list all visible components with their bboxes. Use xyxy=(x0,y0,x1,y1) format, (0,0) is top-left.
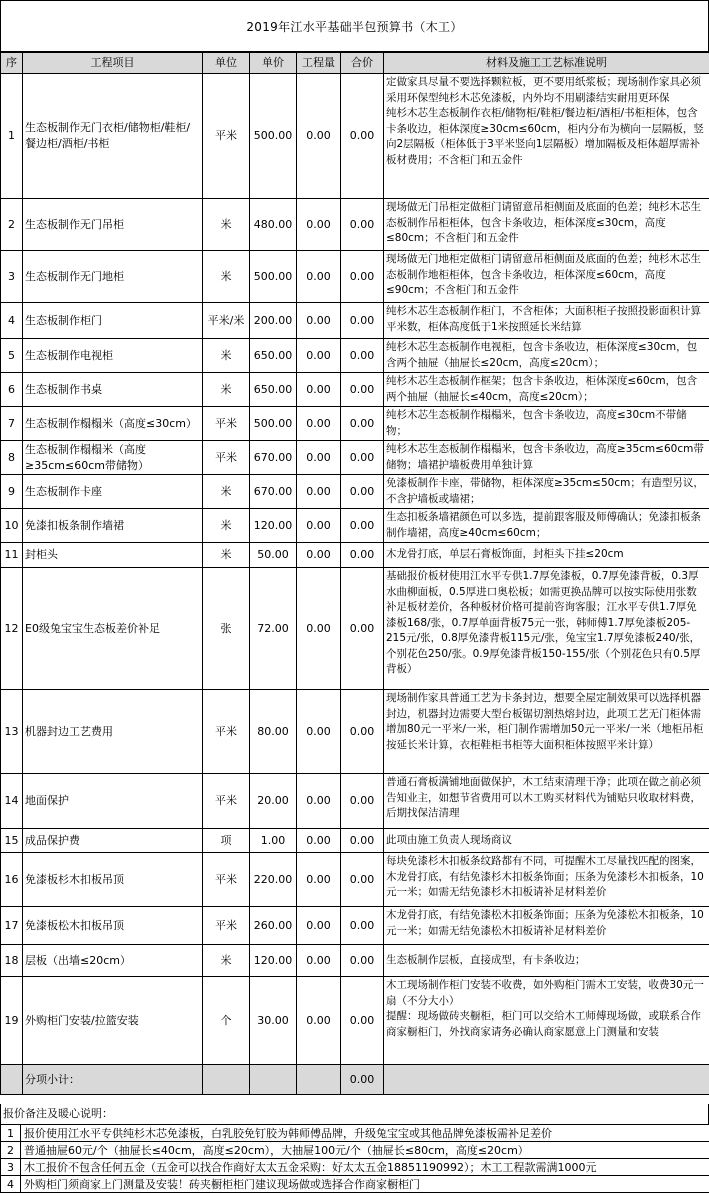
row-qty: 0.00 xyxy=(297,373,341,407)
row-desc: 基础报价板材使用江水平专供1.7厚免漆板，0.7厚免漆背板，0.3厚水曲柳面板，0.5厚进口奥松板；如需更换品牌可以按实际使用张数补足板材差价，各种板材价格可提前咨询客服；江水平专供1.7厚免漆板168/张，0.7厚单面背板75元一张，韩师傅1.7厚免漆板205-215元/张，0.8厚免漆背板115元/张，兔宝宝1.7厚免漆板240/张，个别花色250/张。0.9厚免漆背板150-155/张（个别花色只有0.5厚背板） xyxy=(384,568,709,690)
row-price: 80.00 xyxy=(250,690,297,774)
row-price: 200.00 xyxy=(250,303,297,339)
subtotal-spacer xyxy=(1,1065,23,1095)
row-qty: 0.00 xyxy=(297,690,341,774)
table-row xyxy=(1,199,709,251)
row-no: 16 xyxy=(1,853,23,907)
row-item: 免漆扣板条制作墙裙 xyxy=(23,509,203,543)
note-no: 3 xyxy=(1,1159,21,1176)
table-row xyxy=(1,543,709,568)
notes-section xyxy=(0,1104,709,1193)
row-unit: 米 xyxy=(203,543,250,568)
row-total: 0.00 xyxy=(341,251,384,303)
table-row xyxy=(1,441,709,475)
header-desc: 材料及施工工艺标准说明 xyxy=(384,53,709,74)
row-unit: 平米 xyxy=(203,853,250,907)
row-price: 220.00 xyxy=(250,853,297,907)
header-seq: 序 xyxy=(1,53,23,74)
row-price: 72.00 xyxy=(250,568,297,690)
row-qty: 0.00 xyxy=(297,339,341,373)
row-qty: 0.00 xyxy=(297,475,341,509)
row-desc: 现场制作家具普通工艺为卡条封边，想要全屋定制效果可以选择机器封边，机器封边需要大型台板锯切割热熔封边，此项工艺无门柜体需增加80元一平米/一米，柜门制作需增加50元一平米/一米（地柜吊柜按延长米计算，衣柜鞋柜书柜等大面积柜体按照平米计算） xyxy=(384,690,709,774)
note-no: 1 xyxy=(1,1125,21,1142)
row-total: 0.00 xyxy=(341,74,384,199)
row-desc: 普通石膏板满铺地面做保护，木工结束清理干净；此项在做之前必须告知业主，如想节省费用可以木工购买材料代为铺贴只收取材料费，后期找保洁清理 xyxy=(384,774,709,829)
row-item: 免漆板杉木扣板吊顶 xyxy=(23,853,203,907)
header-unit: 单位 xyxy=(203,53,250,74)
table-row xyxy=(1,690,709,774)
row-item: 生态板制作书桌 xyxy=(23,373,203,407)
row-desc: 木工现场制作柜门安装不收费，如外购柜门需木工安装，收费30元一扇（不分大小） 提醒：现场做砖夹橱柜，柜门可以交给木工师傅现场做，或联系合作商家橱柜门，外找商家请务必确认商家愿意上门测量和安装 xyxy=(384,977,709,1065)
row-no: 1 xyxy=(1,74,23,199)
row-no: 3 xyxy=(1,251,23,303)
row-total: 0.00 xyxy=(341,199,384,251)
row-no: 4 xyxy=(1,303,23,339)
row-no: 15 xyxy=(1,829,23,853)
row-unit: 平米 xyxy=(203,907,250,945)
note-row xyxy=(1,1142,709,1159)
row-unit: 米 xyxy=(203,945,250,977)
row-no: 11 xyxy=(1,543,23,568)
row-desc: 纯杉木芯生态板制作框架；包含卡条收边，柜体深度≤60cm，包含两个抽屉（抽屉长≤40cm，高度≤20cm）； xyxy=(384,373,709,407)
row-item: 机器封边工艺费用 xyxy=(23,690,203,774)
header-price: 单价 xyxy=(250,53,297,74)
row-no: 5 xyxy=(1,339,23,373)
row-item: 生态板制作无门吊柜 xyxy=(23,199,203,251)
row-item: 封柜头 xyxy=(23,543,203,568)
row-total: 0.00 xyxy=(341,977,384,1065)
subtotal-row xyxy=(1,1065,709,1095)
row-price: 650.00 xyxy=(250,373,297,407)
row-item: 地面保护 xyxy=(23,774,203,829)
table-row xyxy=(1,339,709,373)
row-desc: 每块免漆杉木扣板条纹路都有不同，可提醒木工尽量找匹配的图案，木龙骨打底，有结免漆杉木扣板条饰面；压条为免漆杉木扣板条，10元一米；如需无结免漆杉木扣板请补足材料差价 xyxy=(384,853,709,907)
row-total: 0.00 xyxy=(341,829,384,853)
row-unit: 米 xyxy=(203,251,250,303)
notes-heading: 报价备注及暖心说明： xyxy=(0,1104,709,1124)
row-total: 0.00 xyxy=(341,373,384,407)
table-row xyxy=(1,853,709,907)
row-desc: 生态板制作层板，直接成型，有卡条收边； xyxy=(384,945,709,977)
row-item: 免漆板松木扣板吊顶 xyxy=(23,907,203,945)
table-row xyxy=(1,568,709,690)
row-price: 1.00 xyxy=(250,829,297,853)
row-unit: 米 xyxy=(203,475,250,509)
note-no: 4 xyxy=(1,1176,21,1193)
row-price: 50.00 xyxy=(250,543,297,568)
subtotal-empty xyxy=(250,1065,297,1095)
table-row xyxy=(1,774,709,829)
row-qty: 0.00 xyxy=(297,907,341,945)
note-no: 2 xyxy=(1,1142,21,1159)
row-total: 0.00 xyxy=(341,568,384,690)
row-desc: 纯杉木芯生态板制作榻榻米，包含卡条收边，高度≤30cm不带储物； xyxy=(384,407,709,441)
header-row xyxy=(1,53,709,74)
row-no: 17 xyxy=(1,907,23,945)
row-desc: 纯杉木芯生态板制作柜门，不含柜体；大面积柜子按照投影面积计算平米数，柜体高度低于1米按照延长米结算 xyxy=(384,303,709,339)
row-price: 480.00 xyxy=(250,199,297,251)
row-total: 0.00 xyxy=(341,774,384,829)
header-qty: 工程量 xyxy=(297,53,341,74)
table-row xyxy=(1,829,709,853)
row-unit: 平米 xyxy=(203,441,250,475)
row-desc: 免漆板制作卡座，带储物，柜体深度≥35cm≤50cm；有造型另议，不含护墙板或墙裙； xyxy=(384,475,709,509)
subtotal-empty xyxy=(384,1065,709,1095)
row-desc: 木龙骨打底，单层石膏板饰面，封柜头下挂≤20cm xyxy=(384,543,709,568)
note-text: 普通抽屉60元/个（抽屉长≤40cm，高度≤20cm），大抽屉100元/个（抽屉长≤80cm，高度≤20cm） xyxy=(21,1142,709,1159)
row-item: 生态板制作无门地柜 xyxy=(23,251,203,303)
table-row xyxy=(1,303,709,339)
row-unit: 平米 xyxy=(203,407,250,441)
row-qty: 0.00 xyxy=(297,303,341,339)
row-total: 0.00 xyxy=(341,509,384,543)
row-price: 120.00 xyxy=(250,945,297,977)
row-qty: 0.00 xyxy=(297,441,341,475)
row-unit: 项 xyxy=(203,829,250,853)
subtotal-total: 0.00 xyxy=(341,1065,384,1095)
header-item: 工程项目 xyxy=(23,53,203,74)
row-price: 670.00 xyxy=(250,441,297,475)
row-unit: 米 xyxy=(203,199,250,251)
row-total: 0.00 xyxy=(341,407,384,441)
table-row xyxy=(1,373,709,407)
row-qty: 0.00 xyxy=(297,853,341,907)
row-no: 19 xyxy=(1,977,23,1065)
table-row xyxy=(1,945,709,977)
note-row xyxy=(1,1176,709,1193)
row-item: 生态板制作榻榻米（高度≤30cm） xyxy=(23,407,203,441)
row-price: 30.00 xyxy=(250,977,297,1065)
table-row xyxy=(1,407,709,441)
row-unit: 平米/米 xyxy=(203,303,250,339)
row-total: 0.00 xyxy=(341,441,384,475)
table-row xyxy=(1,509,709,543)
row-total: 0.00 xyxy=(341,945,384,977)
notes-table xyxy=(0,1124,709,1193)
row-total: 0.00 xyxy=(341,339,384,373)
row-qty: 0.00 xyxy=(297,977,341,1065)
row-no: 18 xyxy=(1,945,23,977)
row-qty: 0.00 xyxy=(297,199,341,251)
row-unit: 米 xyxy=(203,373,250,407)
row-desc: 纯杉木芯生态板制作榻榻米，包含卡条收边，高度≥35cm≤60cm带储物；墙裙护墙板费用单独计算 xyxy=(384,441,709,475)
row-no: 9 xyxy=(1,475,23,509)
row-no: 7 xyxy=(1,407,23,441)
row-no: 12 xyxy=(1,568,23,690)
row-total: 0.00 xyxy=(341,907,384,945)
row-desc: 定做家具尽量不要选择颗粒板，更不要用纸浆板；现场制作家具必须采用环保型纯杉木芯免漆板，内外均不用刷漆结实耐用更环保 纯杉木芯生态板制作衣柜/储物柜/鞋柜/餐边柜/酒柜/书柜柜体，包含卡条收边，柜体深度≥30cm≤60cm，柜内分布为横向一层隔板，竖向2层隔板（柜体低于3平米竖向1层隔板）增加隔板及柜体超厚需补板材费用；不含柜门和五金件 xyxy=(384,74,709,199)
row-qty: 0.00 xyxy=(297,74,341,199)
row-desc: 现场做无门地柜定做柜门请留意吊柜侧面及底面的色差；纯杉木芯生态板制作地柜柜体，包含卡条收边，柜体深度≤60cm，高度≤90cm；不含柜门和五金件 xyxy=(384,251,709,303)
row-qty: 0.00 xyxy=(297,945,341,977)
table-row xyxy=(1,977,709,1065)
row-qty: 0.00 xyxy=(297,543,341,568)
subtotal-empty xyxy=(203,1065,250,1095)
row-price: 500.00 xyxy=(250,251,297,303)
table-row xyxy=(1,74,709,199)
note-text: 外购柜门须商家上门测量及安装！砖夹橱柜柜门建议现场做或选择合作商家橱柜门 xyxy=(21,1176,709,1193)
row-total: 0.00 xyxy=(341,543,384,568)
row-no: 10 xyxy=(1,509,23,543)
row-item: 生态板制作榻榻米（高度≥35cm≤60cm带储物） xyxy=(23,441,203,475)
row-item: 生态板制作柜门 xyxy=(23,303,203,339)
header-total: 合价 xyxy=(341,53,384,74)
row-price: 500.00 xyxy=(250,407,297,441)
row-qty: 0.00 xyxy=(297,568,341,690)
row-desc: 木龙骨打底，有结免漆松木扣板条饰面；压条为免漆松木扣板条，10元一米；如需无结免漆松木扣板请补足材料差价 xyxy=(384,907,709,945)
row-unit: 个 xyxy=(203,977,250,1065)
document-title: 2019年江水平基础半包预算书（木工） xyxy=(0,0,709,52)
table-row xyxy=(1,475,709,509)
row-item: 生态板制作无门衣柜/储物柜/鞋柜/餐边柜/酒柜/书柜 xyxy=(23,74,203,199)
row-item: 层板（出墙≤20cm） xyxy=(23,945,203,977)
row-price: 500.00 xyxy=(250,74,297,199)
table-row xyxy=(1,251,709,303)
row-qty: 0.00 xyxy=(297,251,341,303)
table-row xyxy=(1,907,709,945)
row-no: 13 xyxy=(1,690,23,774)
row-desc: 生态扣板条墙裙颜色可以多选，提前跟客服及师傅确认；免漆扣板条制作墙裙，高度≥40cm≤60cm； xyxy=(384,509,709,543)
subtotal-empty xyxy=(297,1065,341,1095)
row-price: 650.00 xyxy=(250,339,297,373)
row-item: 生态板制作卡座 xyxy=(23,475,203,509)
row-no: 8 xyxy=(1,441,23,475)
row-price: 120.00 xyxy=(250,509,297,543)
row-item: 外购柜门安装/拉篮安装 xyxy=(23,977,203,1065)
note-text: 报价使用江水平专供纯杉木芯免漆板，白乳胶免钉胶为韩师傅品牌，升级兔宝宝或其他品牌免漆板需补足差价 xyxy=(21,1125,709,1142)
row-total: 0.00 xyxy=(341,475,384,509)
row-total: 0.00 xyxy=(341,303,384,339)
row-unit: 平米 xyxy=(203,690,250,774)
row-no: 14 xyxy=(1,774,23,829)
row-qty: 0.00 xyxy=(297,509,341,543)
row-item: E0级兔宝宝生态板差价补足 xyxy=(23,568,203,690)
subtotal-label: 分项小计： xyxy=(23,1065,203,1095)
row-qty: 0.00 xyxy=(297,407,341,441)
row-no: 2 xyxy=(1,199,23,251)
row-price: 20.00 xyxy=(250,774,297,829)
row-no: 6 xyxy=(1,373,23,407)
note-text: 木工报价不包含任何五金（五金可以找合作商好太太五金采购：好太太五金18851190992）；木工工程款需满1000元 xyxy=(21,1159,709,1176)
row-unit: 平米 xyxy=(203,774,250,829)
row-price: 670.00 xyxy=(250,475,297,509)
row-unit: 米 xyxy=(203,509,250,543)
note-row xyxy=(1,1159,709,1176)
row-desc: 现场做无门吊柜定做柜门请留意吊柜侧面及底面的色差；纯杉木芯生态板制作吊柜柜体，包含卡条收边，柜体深度≤30cm，高度≤80cm；不含柜门和五金件 xyxy=(384,199,709,251)
row-qty: 0.00 xyxy=(297,774,341,829)
row-unit: 平米 xyxy=(203,74,250,199)
row-total: 0.00 xyxy=(341,690,384,774)
row-unit: 张 xyxy=(203,568,250,690)
row-unit: 米 xyxy=(203,339,250,373)
row-item: 生态板制作电视柜 xyxy=(23,339,203,373)
row-total: 0.00 xyxy=(341,853,384,907)
note-row xyxy=(1,1125,709,1142)
row-desc: 纯杉木芯生态板制作电视柜，包含卡条收边，柜体深度≤30cm，包含两个抽屉（抽屉长≤20cm，高度≤20cm）； xyxy=(384,339,709,373)
row-item: 成品保护费 xyxy=(23,829,203,853)
row-price: 260.00 xyxy=(250,907,297,945)
row-desc: 此项由施工负责人现场商议 xyxy=(384,829,709,853)
row-qty: 0.00 xyxy=(297,829,341,853)
budget-table xyxy=(0,52,709,1095)
